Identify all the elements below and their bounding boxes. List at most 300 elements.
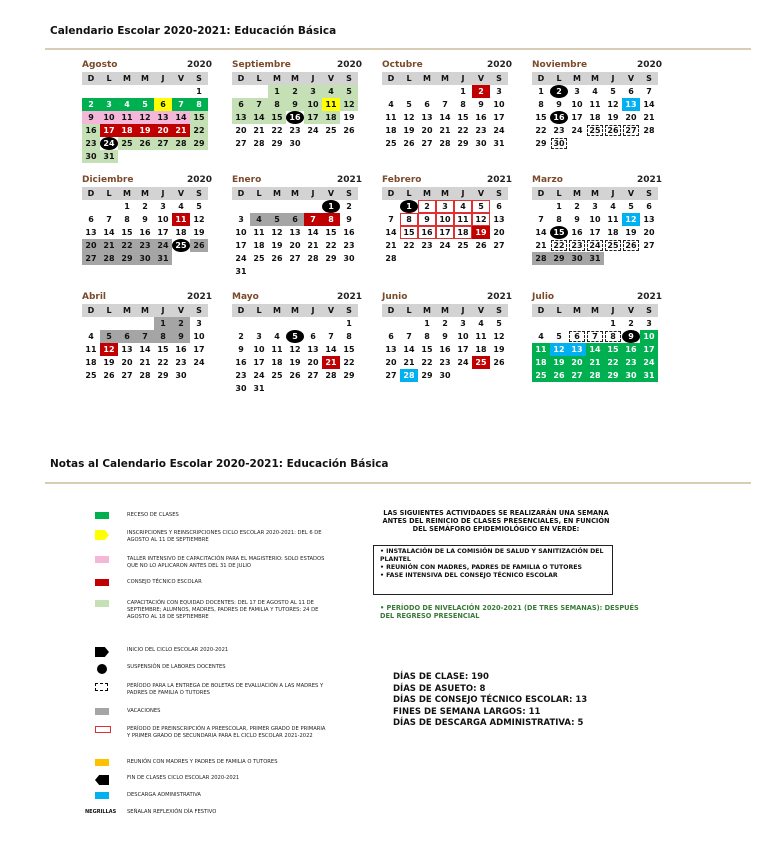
day-cell: 25 bbox=[385, 139, 397, 148]
day-cell: 3 bbox=[256, 332, 262, 341]
empty-cell bbox=[82, 200, 100, 213]
month-name: Mayo bbox=[232, 292, 259, 302]
day-cell: 1 bbox=[346, 319, 352, 328]
day-cell: 13 bbox=[493, 215, 505, 224]
day-cell: 17 bbox=[436, 226, 454, 239]
day-cell: 27 bbox=[121, 371, 133, 380]
day-cell: 16 bbox=[82, 124, 100, 137]
legend-text: SUSPENSIÓN DE LABORES DOCENTES bbox=[127, 664, 226, 670]
day-cell: 2 bbox=[442, 319, 448, 328]
day-cell: 11 bbox=[607, 215, 619, 224]
day-cell: 8 bbox=[124, 215, 130, 224]
day-cell: 20 bbox=[421, 126, 433, 135]
day-cell: 1 bbox=[268, 85, 286, 98]
weekday-header: V bbox=[322, 187, 340, 200]
day-cell: 22 bbox=[604, 356, 622, 369]
day-cell: 8 bbox=[322, 213, 340, 226]
day-cell: 2 bbox=[550, 85, 568, 98]
day-cell: 10 bbox=[493, 100, 505, 109]
day-cell: 9 bbox=[142, 215, 148, 224]
day-cell: 30 bbox=[82, 150, 100, 163]
empty-cell bbox=[82, 85, 100, 98]
day-cell: 22 bbox=[535, 126, 547, 135]
day-cell: 18 bbox=[532, 356, 550, 369]
day-cell: 25 bbox=[271, 371, 283, 380]
day-cell: 31 bbox=[253, 384, 265, 393]
day-cell: 4 bbox=[250, 213, 268, 226]
day-cell: 24 bbox=[457, 358, 469, 367]
stat-line: FINES DE SEMANA LARGOS: 11 bbox=[393, 706, 541, 717]
empty-cell bbox=[172, 85, 190, 98]
month-mayo bbox=[232, 292, 362, 395]
day-cell: 12 bbox=[622, 213, 640, 226]
day-cell: 7 bbox=[250, 98, 268, 111]
month-grid bbox=[532, 72, 662, 150]
activity-item: • INSTALACIÓN DE LA COMISIÓN DE SALUD Y SANITIZACIÓN DEL PLANTEL bbox=[380, 548, 604, 563]
weekday-header: M bbox=[436, 187, 454, 200]
day-cell: 21 bbox=[385, 241, 397, 250]
day-cell: 11 bbox=[118, 111, 136, 124]
legend-swatch bbox=[95, 775, 109, 785]
weekday-header: V bbox=[472, 72, 490, 85]
day-cell: 17 bbox=[493, 113, 505, 122]
day-cell: 4 bbox=[610, 202, 616, 211]
day-cell: 17 bbox=[457, 345, 469, 354]
day-cell: 8 bbox=[460, 100, 466, 109]
weekday-header: V bbox=[172, 72, 190, 85]
day-cell: 15 bbox=[157, 345, 169, 354]
day-cell: 18 bbox=[85, 358, 97, 367]
day-cell: 23 bbox=[235, 371, 247, 380]
weekday-header: S bbox=[340, 187, 358, 200]
day-cell: 29 bbox=[118, 252, 136, 265]
day-cell: 12 bbox=[289, 345, 301, 354]
day-cell: 13 bbox=[289, 228, 301, 237]
day-cell: 11 bbox=[454, 213, 472, 226]
day-cell: 13 bbox=[568, 343, 586, 356]
day-cell: 29 bbox=[325, 254, 337, 263]
day-cell: 17 bbox=[589, 228, 601, 237]
day-cell: 17 bbox=[235, 241, 247, 250]
weekday-header: S bbox=[190, 72, 208, 85]
weekday-header: M bbox=[568, 187, 586, 200]
month-grid bbox=[532, 187, 662, 265]
weekday-header: M bbox=[118, 72, 136, 85]
day-cell: 15 bbox=[343, 345, 355, 354]
stat-line: DÍAS DE ASUETO: 8 bbox=[393, 683, 486, 694]
day-cell: 11 bbox=[589, 100, 601, 109]
weekday-header: L bbox=[100, 187, 118, 200]
legend-swatch bbox=[95, 683, 108, 691]
day-cell: 5 bbox=[496, 319, 502, 328]
day-cell: 11 bbox=[475, 332, 487, 341]
day-cell: 5 bbox=[268, 213, 286, 226]
weekday-header: M bbox=[586, 187, 604, 200]
weekday-header: M bbox=[568, 72, 586, 85]
day-cell: 17 bbox=[304, 111, 322, 124]
day-cell: 9 bbox=[442, 332, 448, 341]
day-cell: 24 bbox=[493, 126, 505, 135]
day-cell: 17 bbox=[253, 358, 265, 367]
day-cell: 31 bbox=[235, 267, 247, 276]
day-cell: 10 bbox=[640, 330, 658, 343]
month-name: Junio bbox=[382, 292, 408, 302]
day-cell: 19 bbox=[625, 228, 637, 237]
day-cell: 26 bbox=[271, 254, 283, 263]
day-cell: 4 bbox=[592, 87, 598, 96]
month-header bbox=[532, 60, 662, 71]
day-cell: 5 bbox=[100, 330, 118, 343]
day-cell: 12 bbox=[340, 98, 358, 111]
month-name: Enero bbox=[232, 175, 262, 185]
weekday-header: M bbox=[286, 304, 304, 317]
day-cell: 3 bbox=[238, 215, 244, 224]
day-cell: 19 bbox=[103, 358, 115, 367]
legend-text: TALLER INTENSIVO DE CAPACITACIÓN PARA EL MAGISTERIO: SOLO ESTADOS QUE NO LO APLICARON ANTES DEL 31 DE JULIO bbox=[127, 556, 325, 569]
day-cell: 14 bbox=[643, 100, 655, 109]
day-cell: 29 bbox=[190, 137, 208, 150]
day-cell: 2 bbox=[238, 332, 244, 341]
weekday-header: M bbox=[586, 304, 604, 317]
day-cell: 14 bbox=[172, 111, 190, 124]
weekday-header: D bbox=[532, 187, 550, 200]
day-cell: 21 bbox=[586, 356, 604, 369]
day-cell: 26 bbox=[136, 137, 154, 150]
day-cell: 9 bbox=[286, 98, 304, 111]
month-marzo bbox=[532, 175, 662, 265]
day-cell: 11 bbox=[322, 98, 340, 111]
weekday-header: M bbox=[568, 304, 586, 317]
day-cell: 10 bbox=[436, 213, 454, 226]
empty-cell bbox=[250, 85, 268, 98]
month-grid bbox=[532, 304, 662, 382]
day-cell: 24 bbox=[235, 254, 247, 263]
empty-cell bbox=[382, 85, 400, 98]
empty-cell bbox=[568, 317, 586, 330]
day-cell: 18 bbox=[475, 345, 487, 354]
month-header bbox=[232, 60, 362, 71]
day-cell: 8 bbox=[556, 215, 562, 224]
day-cell: 23 bbox=[136, 239, 154, 252]
day-cell: 4 bbox=[538, 332, 544, 341]
day-cell: 1 bbox=[556, 202, 562, 211]
weekday-header: V bbox=[622, 187, 640, 200]
legend-swatch bbox=[95, 579, 109, 586]
day-cell: 21 bbox=[139, 358, 151, 367]
legend-text: REUNIÓN CON MADRES Y PADRES DE FAMILIA O TUTORES bbox=[127, 759, 278, 765]
day-cell: 9 bbox=[418, 213, 436, 226]
legend-swatch bbox=[95, 726, 111, 733]
day-cell: 2 bbox=[172, 317, 190, 330]
empty-cell bbox=[436, 85, 454, 98]
day-cell: 24 bbox=[640, 356, 658, 369]
weekday-header: M bbox=[118, 304, 136, 317]
month-diciembre bbox=[82, 175, 212, 265]
day-cell: 22 bbox=[157, 358, 169, 367]
day-cell: 5 bbox=[196, 202, 202, 211]
empty-cell bbox=[382, 317, 400, 330]
day-cell: 26 bbox=[604, 124, 622, 137]
day-cell: 10 bbox=[304, 98, 322, 111]
day-cell: 24 bbox=[439, 241, 451, 250]
day-cell: 20 bbox=[625, 113, 637, 122]
weekday-header: J bbox=[154, 187, 172, 200]
day-cell: 7 bbox=[328, 332, 334, 341]
day-cell: 26 bbox=[493, 358, 505, 367]
empty-cell bbox=[304, 317, 322, 330]
day-cell: 16 bbox=[175, 345, 187, 354]
day-cell: 7 bbox=[406, 332, 412, 341]
weekday-header: J bbox=[604, 187, 622, 200]
day-cell: 23 bbox=[82, 137, 100, 150]
empty-cell bbox=[550, 317, 568, 330]
month-header bbox=[82, 292, 212, 303]
weekday-header: M bbox=[436, 304, 454, 317]
day-cell: 12 bbox=[403, 113, 415, 122]
day-cell: 7 bbox=[304, 213, 322, 226]
day-cell: 24 bbox=[586, 239, 604, 252]
day-cell: 28 bbox=[532, 252, 550, 265]
day-cell: 23 bbox=[289, 126, 301, 135]
day-cell: 15 bbox=[190, 111, 208, 124]
day-cell: 22 bbox=[343, 358, 355, 367]
title-divider bbox=[45, 48, 751, 50]
empty-cell bbox=[286, 317, 304, 330]
day-cell: 3 bbox=[574, 87, 580, 96]
legend-text: CAPACITACIÓN CON EQUIDAD DOCENTES: DEL 17 DE AGOSTO AL 11 DE SEPTIEMBRE; ALUMNOS, MADRES, PADRES DE FAMILIA Y TUTORES: 24 DE AGOSTO AL 18 DE SEPTIEMBRE bbox=[127, 600, 319, 620]
weekday-header: V bbox=[322, 304, 340, 317]
weekday-header: V bbox=[172, 304, 190, 317]
day-cell: 19 bbox=[403, 126, 415, 135]
day-cell: 29 bbox=[421, 371, 433, 380]
day-cell: 1 bbox=[400, 200, 418, 213]
empty-cell bbox=[154, 85, 172, 98]
day-cell: 27 bbox=[307, 371, 319, 380]
weekday-header: M bbox=[418, 187, 436, 200]
day-cell: 25 bbox=[472, 356, 490, 369]
day-cell: 3 bbox=[460, 319, 466, 328]
empty-cell bbox=[322, 317, 340, 330]
day-cell: 15 bbox=[457, 113, 469, 122]
day-cell: 25 bbox=[604, 239, 622, 252]
day-cell: 5 bbox=[610, 87, 616, 96]
legend-text: VACACIONES bbox=[127, 708, 161, 714]
day-cell: 24 bbox=[571, 126, 583, 135]
day-cell: 7 bbox=[136, 330, 154, 343]
day-cell: 13 bbox=[307, 345, 319, 354]
day-cell: 8 bbox=[190, 98, 208, 111]
day-cell: 26 bbox=[343, 126, 355, 135]
day-cell: 10 bbox=[571, 100, 583, 109]
day-cell: 12 bbox=[550, 343, 568, 356]
day-cell: 15 bbox=[550, 226, 568, 239]
legend-text: PERÍODO DE PREINSCRIPCIÓN A PREESCOLAR, PRIMER GRADO DE PRIMARIA Y PRIMER GRADO DE SECUNDARIA PARA EL CICLO ESCOLAR 2021-2022 bbox=[127, 726, 326, 739]
day-cell: 20 bbox=[643, 228, 655, 237]
day-cell: 10 bbox=[589, 215, 601, 224]
day-cell: 30 bbox=[136, 252, 154, 265]
day-cell: 16 bbox=[439, 345, 451, 354]
day-cell: 30 bbox=[439, 371, 451, 380]
day-cell: 9 bbox=[238, 345, 244, 354]
day-cell: 5 bbox=[340, 85, 358, 98]
day-cell: 31 bbox=[640, 369, 658, 382]
day-cell: 14 bbox=[103, 228, 115, 237]
day-cell: 3 bbox=[592, 202, 598, 211]
legend-text: DESCARGA ADMINISTRATIVA bbox=[127, 792, 201, 798]
day-cell: 16 bbox=[286, 111, 304, 124]
day-cell: 19 bbox=[136, 124, 154, 137]
weekday-header: M bbox=[136, 72, 154, 85]
day-cell: 15 bbox=[268, 111, 286, 124]
weekday-header: J bbox=[454, 304, 472, 317]
day-cell: 4 bbox=[178, 202, 184, 211]
day-cell: 9 bbox=[556, 100, 562, 109]
month-name: Febrero bbox=[382, 175, 422, 185]
weekday-header: D bbox=[232, 304, 250, 317]
day-cell: 8 bbox=[424, 332, 430, 341]
day-cell: 4 bbox=[88, 332, 94, 341]
day-cell: 22 bbox=[325, 241, 337, 250]
weekday-header: S bbox=[640, 304, 658, 317]
weekday-header: L bbox=[250, 187, 268, 200]
day-cell: 26 bbox=[289, 371, 301, 380]
day-cell: 18 bbox=[271, 358, 283, 367]
month-grid bbox=[382, 72, 512, 150]
day-cell: 16 bbox=[550, 111, 568, 124]
day-cell: 10 bbox=[253, 345, 265, 354]
empty-cell bbox=[136, 85, 154, 98]
weekday-header: L bbox=[550, 304, 568, 317]
stats-block bbox=[393, 672, 587, 730]
day-cell: 30 bbox=[475, 139, 487, 148]
month-year: 2021 bbox=[336, 175, 362, 185]
day-cell: 21 bbox=[307, 241, 319, 250]
weekday-header: J bbox=[154, 72, 172, 85]
month-header bbox=[382, 60, 512, 71]
month-junio bbox=[382, 292, 512, 382]
weekday-header: D bbox=[82, 304, 100, 317]
empty-cell bbox=[586, 317, 604, 330]
day-cell: 29 bbox=[271, 139, 283, 148]
legend-text: INSCRIPCIONES Y REINSCRIPCIONES CICLO ESCOLAR 2020-2021: DEL 6 DE AGOSTO AL 11 DE SEPTIEMBRE bbox=[127, 530, 322, 543]
day-cell: 26 bbox=[622, 239, 640, 252]
day-cell: 10 bbox=[235, 228, 247, 237]
day-cell: 3 bbox=[646, 319, 652, 328]
day-cell: 26 bbox=[403, 139, 415, 148]
day-cell: 23 bbox=[421, 241, 433, 250]
day-cell: 24 bbox=[307, 126, 319, 135]
weekday-header: L bbox=[250, 72, 268, 85]
month-febrero bbox=[382, 175, 512, 265]
day-cell: 8 bbox=[268, 98, 286, 111]
day-cell: 20 bbox=[493, 228, 505, 237]
day-cell: 16 bbox=[235, 358, 247, 367]
day-cell: 12 bbox=[193, 215, 205, 224]
day-cell: 13 bbox=[154, 111, 172, 124]
day-cell: 1 bbox=[424, 319, 430, 328]
day-cell: 27 bbox=[622, 124, 640, 137]
month-name: Agosto bbox=[82, 60, 118, 70]
day-cell: 9 bbox=[346, 215, 352, 224]
legend-swatch bbox=[95, 512, 109, 519]
month-header bbox=[82, 175, 212, 186]
weekday-header: J bbox=[604, 72, 622, 85]
legend-swatch: NEGRILLAS bbox=[85, 809, 117, 815]
day-cell: 30 bbox=[235, 384, 247, 393]
month-name: Julio bbox=[532, 292, 555, 302]
weekday-header: S bbox=[490, 187, 508, 200]
day-cell: 1 bbox=[610, 319, 616, 328]
month-abril bbox=[82, 292, 212, 382]
legend-swatch bbox=[95, 792, 109, 799]
weekday-header: D bbox=[532, 72, 550, 85]
day-cell: 14 bbox=[535, 228, 547, 237]
month-header bbox=[82, 60, 212, 71]
day-cell: 5 bbox=[406, 100, 412, 109]
weekday-header: V bbox=[172, 187, 190, 200]
day-cell: 1 bbox=[124, 202, 130, 211]
weekday-header: V bbox=[472, 187, 490, 200]
day-cell: 20 bbox=[568, 356, 586, 369]
weekday-header: M bbox=[268, 72, 286, 85]
day-cell: 2 bbox=[574, 202, 580, 211]
weekday-header: L bbox=[100, 72, 118, 85]
day-cell: 30 bbox=[550, 137, 568, 150]
month-name: Diciembre bbox=[82, 175, 134, 185]
empty-cell bbox=[118, 317, 136, 330]
day-cell: 27 bbox=[235, 139, 247, 148]
day-cell: 15 bbox=[325, 228, 337, 237]
day-cell: 6 bbox=[628, 87, 634, 96]
stat-line: DÍAS DE DESCARGA ADMINISTRATIVA: 5 bbox=[393, 718, 584, 728]
day-cell: 21 bbox=[172, 124, 190, 137]
day-cell: 11 bbox=[172, 213, 190, 226]
day-cell: 27 bbox=[643, 241, 655, 250]
empty-cell bbox=[250, 317, 268, 330]
month-grid bbox=[382, 304, 512, 382]
day-cell: 9 bbox=[478, 100, 484, 109]
weekday-header: L bbox=[550, 187, 568, 200]
day-cell: 2 bbox=[418, 200, 436, 213]
day-cell: 22 bbox=[403, 241, 415, 250]
day-cell: 6 bbox=[424, 100, 430, 109]
day-cell: 28 bbox=[643, 126, 655, 135]
day-cell: 13 bbox=[622, 98, 640, 111]
weekday-header: M bbox=[118, 187, 136, 200]
month-header bbox=[232, 175, 362, 186]
month-octubre bbox=[382, 60, 512, 150]
day-cell: 19 bbox=[289, 358, 301, 367]
day-cell: 18 bbox=[175, 228, 187, 237]
weekday-header: S bbox=[640, 72, 658, 85]
day-cell: 10 bbox=[157, 215, 169, 224]
day-cell: 17 bbox=[157, 228, 169, 237]
weekday-header: S bbox=[190, 304, 208, 317]
day-cell: 5 bbox=[556, 332, 562, 341]
month-agosto bbox=[82, 60, 212, 163]
day-cell: 19 bbox=[493, 345, 505, 354]
month-header bbox=[232, 292, 362, 303]
day-cell: 12 bbox=[493, 332, 505, 341]
day-cell: 28 bbox=[586, 369, 604, 382]
day-cell: 29 bbox=[604, 369, 622, 382]
month-year: 2021 bbox=[636, 292, 662, 302]
empty-cell bbox=[232, 317, 250, 330]
day-cell: 18 bbox=[253, 241, 265, 250]
month-year: 2020 bbox=[186, 175, 212, 185]
day-cell: 8 bbox=[604, 330, 622, 343]
month-year: 2020 bbox=[486, 60, 512, 70]
